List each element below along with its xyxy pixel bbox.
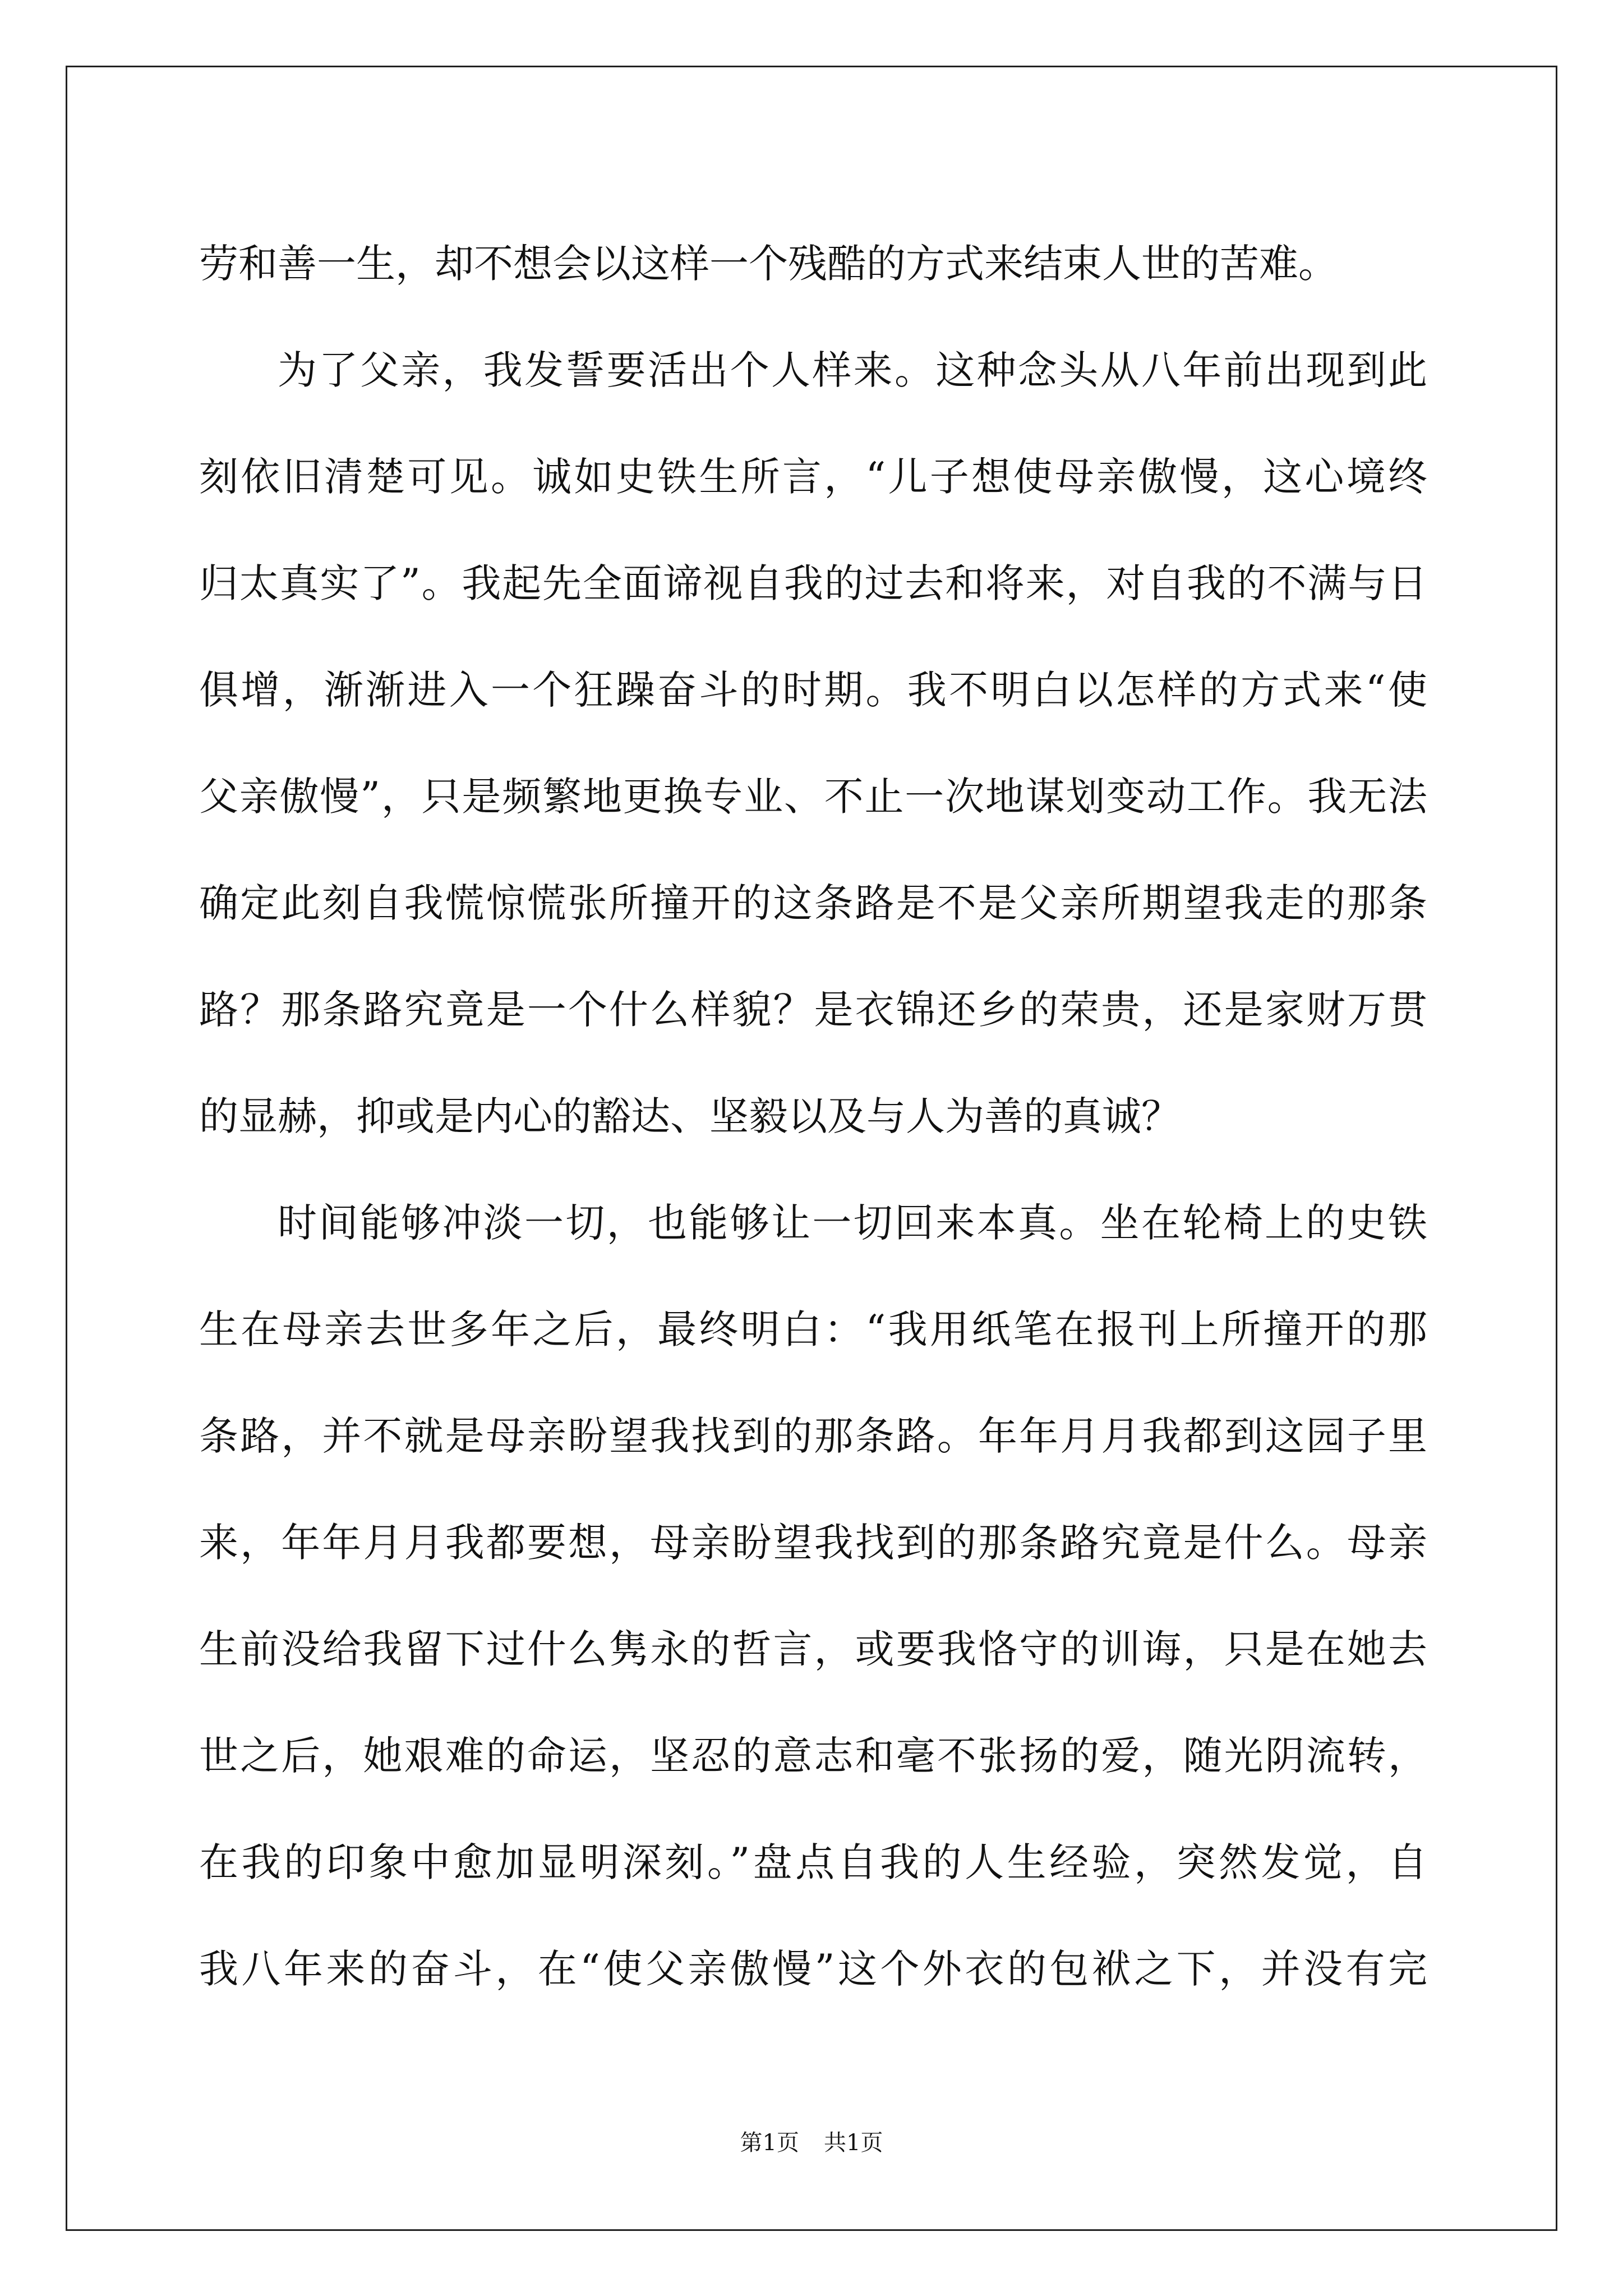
document-body: [199, 210, 1427, 2022]
text-line: 俱增，渐渐进入一个狂躁奋斗的时期。我不明白以怎样的方式来“使: [199, 667, 1427, 713]
text-line: 生前没给我留下过什么隽永的哲言，或要我恪守的训诲，只是在她去: [199, 1626, 1427, 1672]
text-line: 路？那条路究竟是一个什么样貌？是衣锦还乡的荣贵，还是家财万贯: [199, 987, 1427, 1033]
text-line: 来，年年月月我都要想，母亲盼望我找到的那条路究竟是什么。母亲: [199, 1520, 1427, 1566]
text-line: 我八年来的奋斗，在“使父亲傲慢”这个外衣的包袱之下，并没有完: [199, 1946, 1427, 1992]
text-line: 生在母亲去世多年之后，最终明白：“我用纸笔在报刊上所撞开的那: [199, 1306, 1427, 1352]
page-footer: [0, 2126, 1623, 2160]
text-line: 刻依旧清楚可见。诚如史铁生所言，“儿子想使母亲傲慢，这心境终: [199, 454, 1427, 500]
text-line: 归太真实了”。我起先全面谛视自我的过去和将来，对自我的不满与日: [199, 560, 1427, 606]
page-number-total: 共1页: [824, 2130, 883, 2156]
text-line: 父亲傲慢”，只是频繁地更换专业、不止一次地谋划变动工作。我无法: [199, 774, 1427, 820]
text-line: 劳和善一生，却不想会以这样一个残酷的方式来结束人世的苦难。: [199, 241, 1338, 287]
text-line: 条路，并不就是母亲盼望我找到的那条路。年年月月我都到这园子里: [199, 1413, 1427, 1459]
text-line: 时间能够冲淡一切，也能够让一切回来本真。坐在轮椅上的史铁: [278, 1200, 1427, 1246]
text-line: 为了父亲，我发誓要活出个人样来。这种念头从八年前出现到此: [278, 347, 1427, 393]
text-line: 确定此刻自我慌惊慌张所撞开的这条路是不是父亲所期望我走的那条: [199, 880, 1427, 926]
text-line: 在我的印象中愈加显明深刻。”盘点自我的人生经验，突然发觉，自: [199, 1839, 1427, 1885]
page-number-current: 第1页: [740, 2130, 799, 2156]
text-line: 世之后，她艰难的命运，坚忍的意志和毫不张扬的爱，随光阴流转，: [199, 1733, 1427, 1779]
text-line: 的显赫，抑或是内心的豁达、坚毅以及与人为善的真诚？: [199, 1093, 1181, 1139]
